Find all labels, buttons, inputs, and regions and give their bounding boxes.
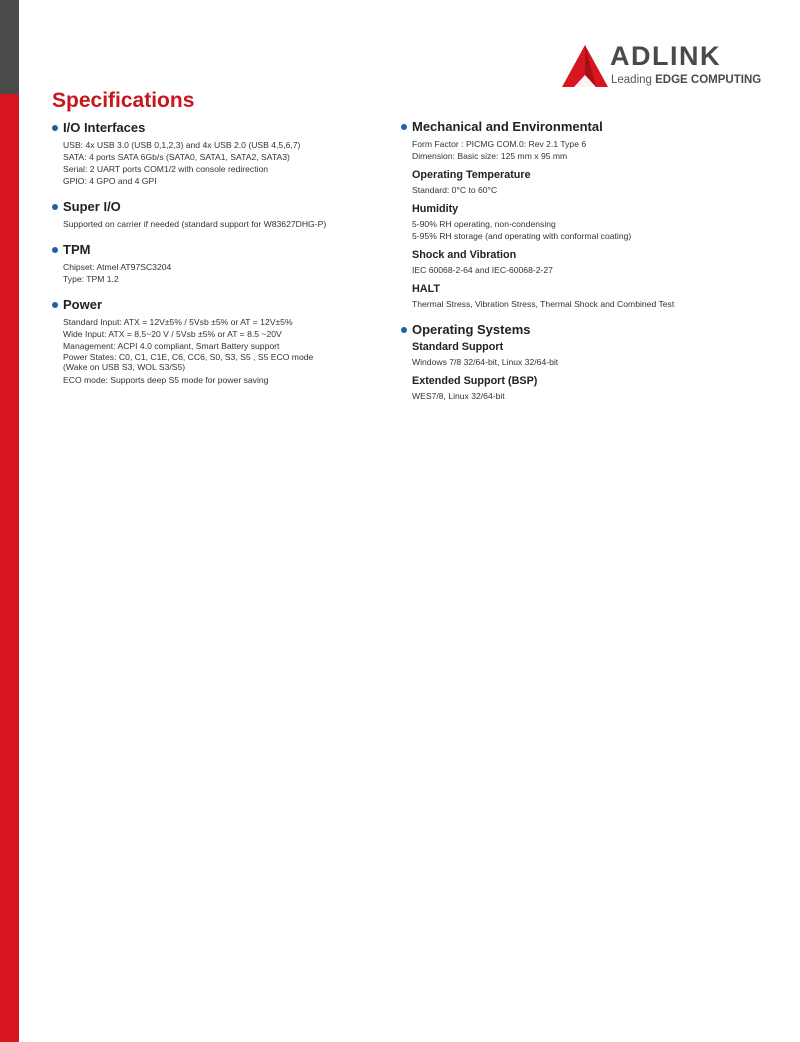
bullet-icon [52, 125, 58, 131]
bullet-icon [52, 302, 58, 308]
spec-line: ECO mode: Supports deep S5 mode for power saving [63, 375, 269, 385]
subsection-title: Standard Support [412, 341, 504, 353]
subsection-title: Humidity [412, 203, 459, 215]
spec-line: USB: 4x USB 3.0 (USB 0,1,2,3) and 4x USB 2.0 (USB 4,5,6,7) [63, 140, 301, 150]
bullet-icon [401, 124, 407, 130]
logo-triangle-icon [562, 45, 608, 87]
subsection-title: HALT [412, 283, 440, 295]
section-tpm [52, 242, 392, 285]
right-column [401, 119, 751, 414]
logo-tagline [611, 74, 761, 86]
spec-line: Chipset: Atmel AT97SC3204 [63, 262, 172, 272]
section-super-io [52, 199, 392, 230]
subsection-title: Operating Temperature [412, 169, 531, 181]
adlink-logo [560, 41, 762, 90]
spec-line: Wide Input: ATX = 8.5~20 V / 5Vsb ±5% or AT = 8.5 ~20V [63, 329, 282, 339]
tagline-edge-computing: EDGE COMPUTING [655, 74, 762, 86]
section-mechanical [401, 119, 751, 310]
section-title: TPM [63, 242, 91, 257]
bullet-icon [52, 247, 58, 253]
spec-line: Supported on carrier if needed (standard support for W83627DHG-P) [63, 219, 327, 229]
spec-line: 5-90% RH operating, non-condensing [412, 219, 556, 229]
logo-brand-name: ADLINK [610, 41, 721, 71]
spec-line: Standard Input: ATX = 12V±5% / 5Vsb ±5% or AT = 12V±5% [63, 317, 293, 327]
spec-line: Standard: 0°C to 60°C [412, 185, 498, 195]
spec-line: Thermal Stress, Vibration Stress, Thermal Shock and Combined Test [412, 299, 675, 309]
section-title: Power [63, 297, 103, 312]
tagline-leading: Leading [611, 74, 652, 86]
section-title: I/O Interfaces [63, 120, 146, 135]
spec-line: Power States: C0, C1, C1E, C6, CC6, S0, S3, S5 , S5 ECO mode [63, 352, 314, 362]
spec-line: Serial: 2 UART ports COM1/2 with console redirection [63, 164, 269, 174]
spec-line: Dimension: Basic size: 125 mm x 95 mm [412, 151, 568, 161]
spec-line: GPIO: 4 GPO and 4 GPI [63, 176, 157, 186]
side-bar-gray [0, 0, 19, 94]
side-bar-red [0, 94, 19, 1042]
section-operating-systems [401, 322, 751, 402]
spec-line: SATA: 4 ports SATA 6Gb/s (SATA0, SATA1, SATA2, SATA3) [63, 152, 290, 162]
spec-line: (Wake on USB S3, WOL S3/S5) [63, 362, 186, 372]
spec-line: Type: TPM 1.2 [63, 274, 119, 284]
bullet-icon [401, 327, 407, 333]
left-column [52, 120, 392, 398]
spec-line: Windows 7/8 32/64-bit, Linux 32/64-bit [412, 357, 559, 367]
section-io-interfaces [52, 120, 392, 187]
spec-line: Form Factor : PICMG COM.0: Rev 2.1 Type 6 [412, 139, 587, 149]
spec-line: Management: ACPI 4.0 compliant, Smart Battery support [63, 341, 280, 351]
spec-line: WES7/8, Linux 32/64-bit [412, 391, 505, 401]
section-title: Super I/O [63, 199, 121, 214]
section-power [52, 297, 392, 386]
section-title: Operating Systems [412, 322, 531, 337]
page-title: Specifications [52, 89, 195, 112]
spec-line: IEC 60068-2-64 and IEC-60068-2-27 [412, 265, 553, 275]
subsection-title: Extended Support (BSP) [412, 375, 538, 387]
bullet-icon [52, 204, 58, 210]
section-title: Mechanical and Environmental [412, 119, 603, 134]
subsection-title: Shock and Vibration [412, 249, 517, 261]
spec-line: 5-95% RH storage (and operating with conformal coating) [412, 231, 632, 241]
